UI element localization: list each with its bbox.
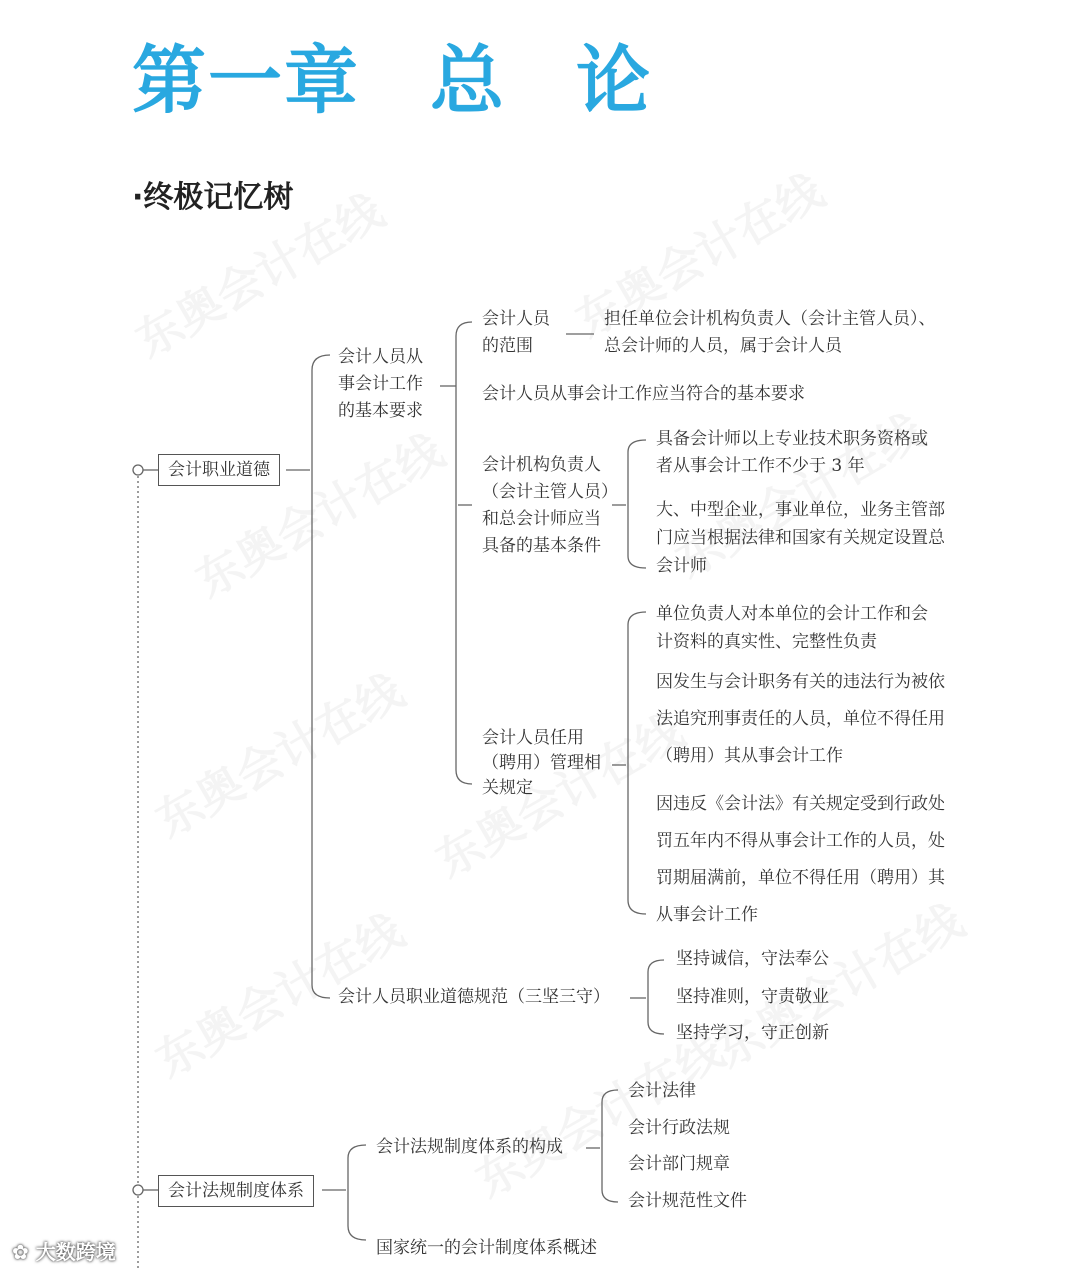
text-line: 的基本要求: [338, 401, 423, 421]
node-compliance: 会计人员从事会计工作应当符合的基本要求: [482, 384, 805, 404]
text-line: 因发生与会计职务有关的违法行为被依: [656, 672, 945, 692]
chapter-title-char-1: 总: [430, 38, 506, 124]
text-line: 事会计工作: [338, 374, 423, 394]
brand-icon: ✿: [12, 1240, 29, 1264]
text-line: 会计机构负责人: [482, 455, 601, 475]
text-line: 计资料的真实性、完整性负责: [656, 632, 877, 652]
text-line: 因违反《会计法》有关规定受到行政处: [656, 794, 945, 814]
node-norms: 会计人员职业道德规范（三坚三守）: [338, 987, 610, 1007]
text-line: 和总会计师应当: [482, 509, 601, 529]
node-regulation: 会计法规制度体系: [158, 1175, 314, 1207]
appointment-item: [656, 664, 945, 775]
brand-watermark: [12, 1236, 116, 1265]
chapter-number: 第一章: [132, 38, 360, 124]
text-line: 会计人员从: [338, 347, 423, 367]
appointment-item: [656, 600, 928, 656]
scope-detail: [604, 306, 936, 360]
norm-item: 坚持准则，守责敬业: [676, 987, 829, 1007]
text-line: 法追究刑事责任的人员，单位不得任用: [656, 709, 945, 729]
head-condition-item: [656, 496, 945, 580]
composition-item: 会计行政法规: [628, 1118, 730, 1138]
node-composition: 会计法规制度体系的构成: [376, 1137, 563, 1157]
text-line: 具备会计师以上专业技术职务资格或: [656, 429, 928, 449]
appointment-item: [656, 786, 945, 934]
chapter-title-char-2: 论: [576, 38, 652, 124]
text-line: （聘用）管理相: [482, 753, 601, 773]
node-head-conditions: [482, 452, 618, 560]
text-line: 会计人员任用: [482, 728, 584, 748]
node-basic-requirements: [338, 344, 423, 425]
text-line: 总会计师的人员，属于会计人员: [604, 336, 842, 356]
head-condition-item: [656, 426, 928, 480]
node-overview: 国家统一的会计制度体系概述: [376, 1238, 597, 1258]
chapter-title: [132, 22, 652, 128]
section-title: ·终极记忆树: [132, 180, 294, 215]
norm-item: 坚持学习，守正创新: [676, 1023, 829, 1043]
text-line: （聘用）其从事会计工作: [656, 746, 843, 766]
text-line: 大、中型企业，事业单位，业务主管部: [656, 500, 945, 520]
text-line: 门应当根据法律和国家有关规定设置总: [656, 528, 945, 548]
text-line: 具备的基本条件: [482, 536, 601, 556]
text-line: 从事会计工作: [656, 905, 758, 925]
text-line: 担任单位会计机构负责人（会计主管人员）、: [604, 309, 936, 329]
text-line: 关规定: [482, 778, 533, 798]
composition-item: 会计规范性文件: [628, 1191, 747, 1211]
text-line: （会计主管人员）: [482, 482, 618, 502]
norm-item: 坚持诚信，守法奉公: [676, 949, 829, 969]
text-line: 会计师: [656, 556, 707, 576]
brand-text: 大数跨境: [35, 1240, 116, 1264]
composition-item: 会计部门规章: [628, 1154, 730, 1174]
composition-item: 会计法律: [628, 1081, 696, 1101]
text-line: 单位负责人对本单位的会计工作和会: [656, 604, 928, 624]
node-appointment: [482, 726, 601, 801]
node-scope: [482, 306, 550, 360]
text-line: 的范围: [482, 336, 533, 356]
text-line: 罚期届满前，单位不得任用（聘用）其: [656, 868, 945, 888]
text-line: 罚五年内不得从事会计工作的人员，处: [656, 831, 945, 851]
node-ethics: 会计职业道德: [158, 454, 280, 486]
text-line: 会计人员: [482, 309, 550, 329]
text-line: 者从事会计工作不少于 3 年: [656, 456, 865, 476]
